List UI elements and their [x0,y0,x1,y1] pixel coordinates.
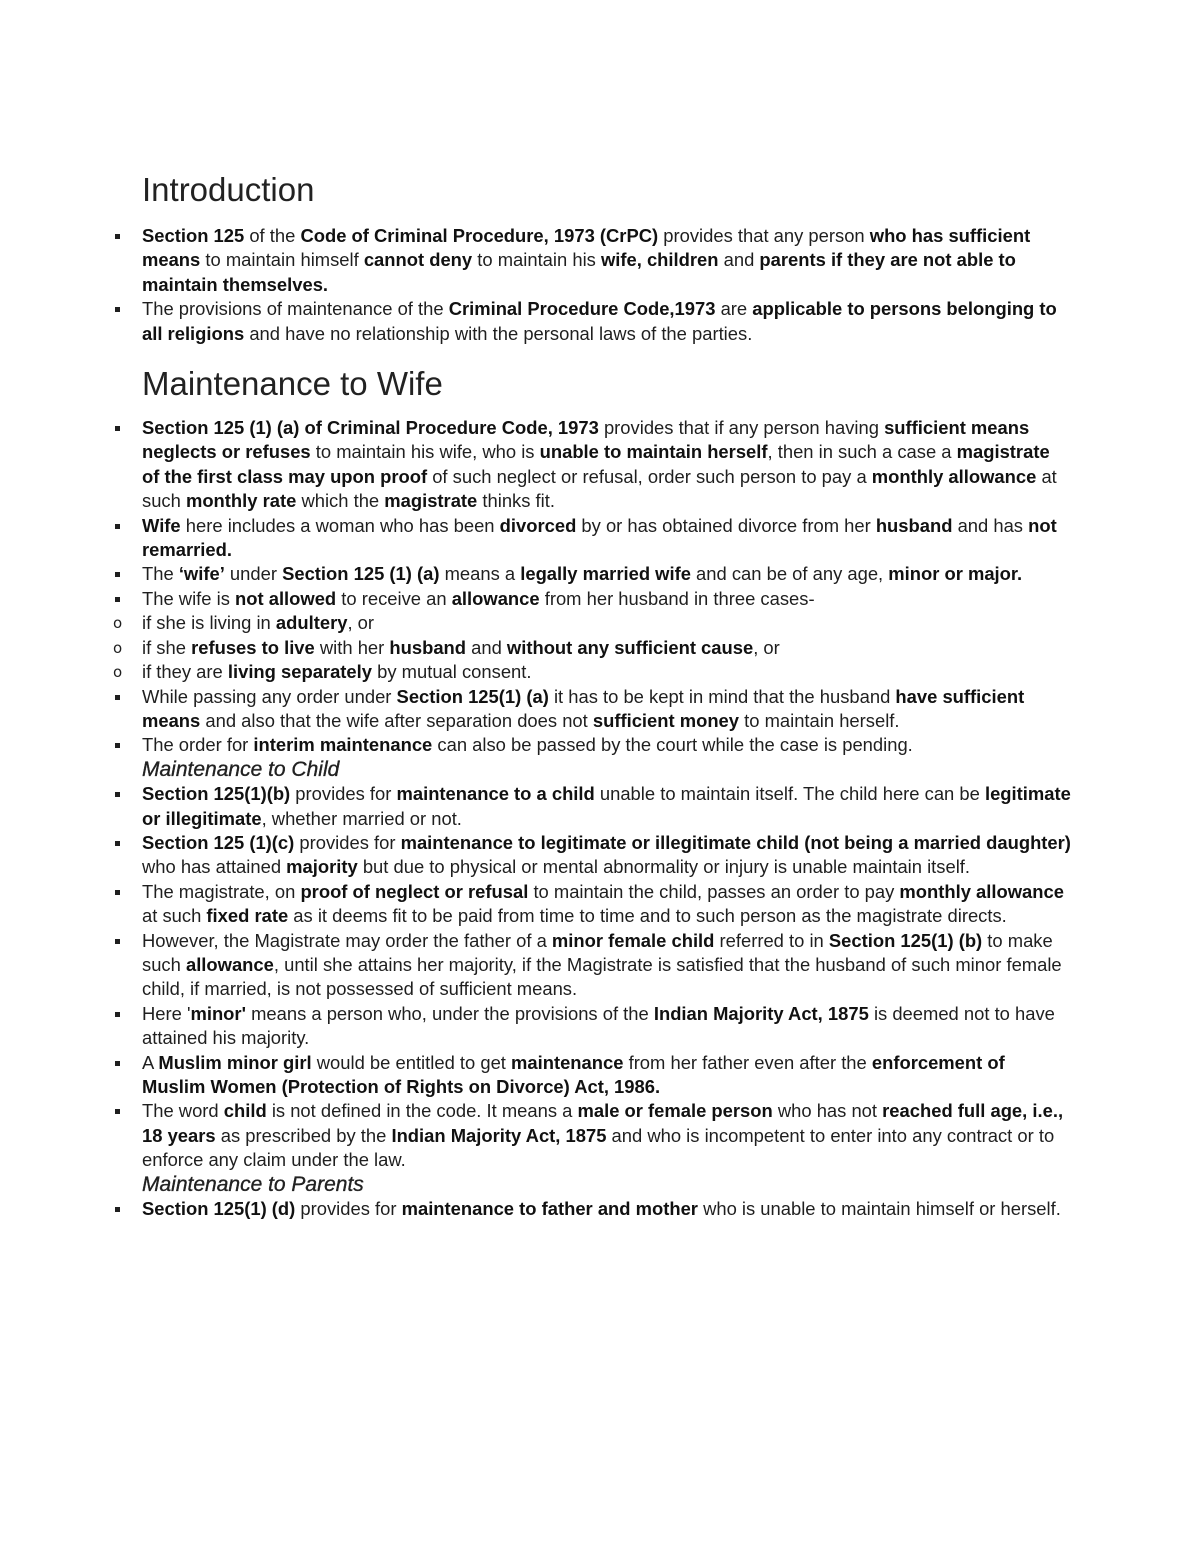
bold-text: husband [389,636,467,658]
text-run: , then in such a case a [767,441,957,463]
text-run: by or has obtained divorce from her [576,514,876,536]
bullet-list [142,1197,1072,1221]
bold-text: not remarried. [142,514,1057,561]
section-subheading: Maintenance to Child [142,757,340,781]
text-run: , until she attains her majority, if the Magistrate is satisfied that the husband of such minor female child, if married, is not possessed of sufficient means. [142,953,1062,1000]
bold-text: sufficient means neglects or refuses [142,417,1030,463]
list-item [142,224,1072,297]
list-item [142,587,1072,611]
list-item [142,416,1072,514]
text-run: to maintain the child, passes an order to pay [528,880,900,902]
bold-text: Section 125 (1) (a) of Criminal Procedure Code, 1973 [142,417,599,439]
bold-text: Section 125 (1)(c) [142,831,295,853]
list-item [142,831,1072,880]
list-item [113,636,1072,660]
text-run: is deemed not to have attained his majority. [142,1002,1055,1049]
text-run: would be entitled to get [311,1051,512,1073]
text-run: who has not [772,1100,883,1122]
text-run: and [718,249,760,271]
text-run: if she [142,636,192,658]
text-run: means a [439,563,521,585]
bold-text: enforcement of Muslim Women (Protection of Rights on Divorce) Act, 1986. [142,1051,1005,1097]
circle-bullet-icon: o [113,663,123,682]
text-run: from her father even after the [623,1051,872,1073]
text-run: can also be passed by the court while the case is pending. [432,734,913,756]
text-run: and has [952,514,1029,536]
bold-text: male or female person [577,1100,773,1122]
text-run: to maintain his [472,249,601,271]
bold-text: monthly rate [185,490,297,512]
section-subheading: Maintenance to Parents [142,1172,364,1196]
text-run: to maintain herself. [739,709,900,731]
circle-bullet-icon: o [113,638,123,657]
list-item [142,1051,1072,1100]
text-run: The provisions of maintenance of the [142,298,449,320]
list-item [142,514,1072,563]
text-run: However, the Magistrate may order the father of a [142,929,552,951]
text-run: referred to in [714,929,829,951]
list-item [142,782,1072,831]
text-run: provides for [295,1198,402,1220]
text-run: by mutual consent. [372,661,532,683]
text-run: provides for [294,831,401,853]
bold-text: magistrate of the first class may upon proof [142,441,1050,487]
text-run: , whether married or not. [261,807,462,829]
list-item [142,733,1072,757]
bold-text: maintenance [511,1051,624,1073]
text-run: are [715,298,753,320]
text-run: and who is incompetent to enter into any contract or to enforce any claim under the law. [142,1124,1055,1171]
bold-text: parents if they are not able to maintain themselves. [142,249,1016,295]
text-run: The magistrate, on [142,880,301,902]
bullet-list [113,416,1072,758]
text-run: and have no relationship with the personal laws of the parties. [244,322,753,344]
bold-text: maintenance to a child [396,783,595,805]
text-run: with her [314,636,390,658]
text-run: , or [347,612,375,634]
bold-text: husband [875,514,953,536]
bullet-list [142,224,1072,346]
bold-text: who has sufficient means [142,225,1031,271]
circle-bullet-icon: o [113,614,123,633]
bold-text: ‘wife’ [178,563,225,585]
list-item [142,562,1072,586]
bold-text: unable to maintain herself [539,441,768,463]
text-run: it has to be kept in mind that the husband [548,685,896,707]
bold-text: sufficient money [592,709,740,731]
bold-text: interim maintenance [253,734,433,756]
bold-text: refuses to live [191,636,315,658]
text-run: The word [142,1100,224,1122]
bold-text: Section 125(1) (d) [142,1198,296,1220]
bold-text: allowance [451,587,540,609]
bold-text: Section 125(1)(b) [142,783,291,805]
bold-text: Section 125(1) (a) [396,685,549,707]
text-run: and can be of any age, [690,563,889,585]
bold-text: majority [286,856,358,878]
list-item [113,611,1072,635]
bold-text: living separately [227,661,373,683]
text-run: provides that if any person having [598,417,885,439]
bold-text: Section 125 (1) (a) [282,563,440,585]
bold-text: Section 125(1) (b) [828,929,983,951]
list-item [142,1099,1072,1172]
bullet-list [142,782,1072,1173]
bold-text: reached full age, i.e., 18 years [142,1100,1064,1146]
bold-text: proof of neglect or refusal [300,880,529,902]
text-run: as it deems fit to be paid from time to time and to such person as the magistrate directs. [288,905,1007,927]
text-run: and also that the wife after separation does not [200,709,593,731]
text-run: The [142,563,179,585]
section-heading: Maintenance to Wife [142,365,443,403]
text-run: who has attained [142,856,287,878]
bold-text: legitimate or illegitimate [142,783,1071,829]
bold-text: monthly allowance [899,880,1064,902]
text-run: of the [244,225,301,246]
list-item [142,929,1072,1002]
bold-text: fixed rate [206,905,289,927]
text-run: , or [753,636,780,658]
bold-text: Indian Majority Act, 1875 [653,1002,869,1024]
list-item [142,1197,1072,1221]
bold-text: wife, children [600,249,719,271]
text-run: provides for [290,783,397,805]
bold-text: magistrate [384,490,478,512]
list-item [113,660,1072,684]
text-run: at such [142,465,1057,512]
section-heading: Introduction [142,171,315,208]
text-run: A [142,1051,159,1073]
text-run: provides that any person [658,225,870,246]
list-item [142,1002,1072,1051]
bold-text: maintenance to father and mother [401,1198,698,1220]
text-run: Here ' [142,1002,191,1024]
text-run: The order for [142,734,254,756]
text-run: to maintain his wife, who is [310,441,540,463]
text-run: is not defined in the code. It means a [266,1100,578,1122]
bold-text: Section 125 [142,225,245,246]
bold-text: child [223,1100,267,1122]
text-run: as prescribed by the [215,1124,392,1146]
bold-text: minor or major. [888,563,1023,585]
bold-text: allowance [185,953,274,975]
list-item [142,297,1072,346]
text-run: means a person who, under the provisions of the [245,1002,654,1024]
text-run: unable to maintain itself. The child here can be [594,783,985,805]
text-run: if she is living in [142,612,276,634]
text-run: if they are [142,661,228,683]
text-run: to receive an [336,587,452,609]
text-run: to maintain himself [200,249,364,271]
bold-text: Code of Criminal Procedure, 1973 (CrPC) [300,225,659,246]
bold-text: Criminal Procedure Code,1973 [448,298,716,320]
text-run: of such neglect or refusal, order such person to pay a [427,465,872,487]
bold-text: cannot deny [363,249,473,271]
bold-text: adultery [275,612,348,634]
text-run: but due to physical or mental abnormality or injury is unable maintain itself. [357,856,971,878]
bold-text: not allowed [235,587,337,609]
list-item [142,685,1072,734]
bold-text: maintenance to legitimate or illegitimate child (not being a married daughter) [400,831,1071,853]
bold-text: without any sufficient cause [506,636,754,658]
text-run: to make such [142,929,1053,975]
text-run: from her husband in three cases- [539,587,815,609]
text-run: which the [296,490,385,512]
text-run: who is unable to maintain himself or herself. [697,1198,1061,1220]
bold-text: Wife [142,514,181,536]
bold-text: divorced [499,514,577,536]
list-item [142,880,1072,929]
text-run: thinks fit. [477,490,555,512]
bold-text: have sufficient means [142,685,1025,731]
text-run: The wife is [142,587,236,609]
text-run: under [224,563,283,585]
text-run: at such [142,905,207,927]
bold-text: Indian Majority Act, 1875 [391,1124,607,1146]
text-run: here includes a woman who has been [180,514,500,536]
bold-text: applicable to persons belonging to all religions [142,298,1057,344]
bold-text: monthly allowance [871,465,1037,487]
bold-text: minor' [190,1002,246,1024]
text-run: While passing any order under [142,685,397,707]
text-run: and [466,636,507,658]
document-body [113,170,1072,1221]
bold-text: minor female child [551,929,715,951]
bold-text: Muslim minor girl [158,1051,312,1073]
bold-text: legally married wife [520,563,691,585]
